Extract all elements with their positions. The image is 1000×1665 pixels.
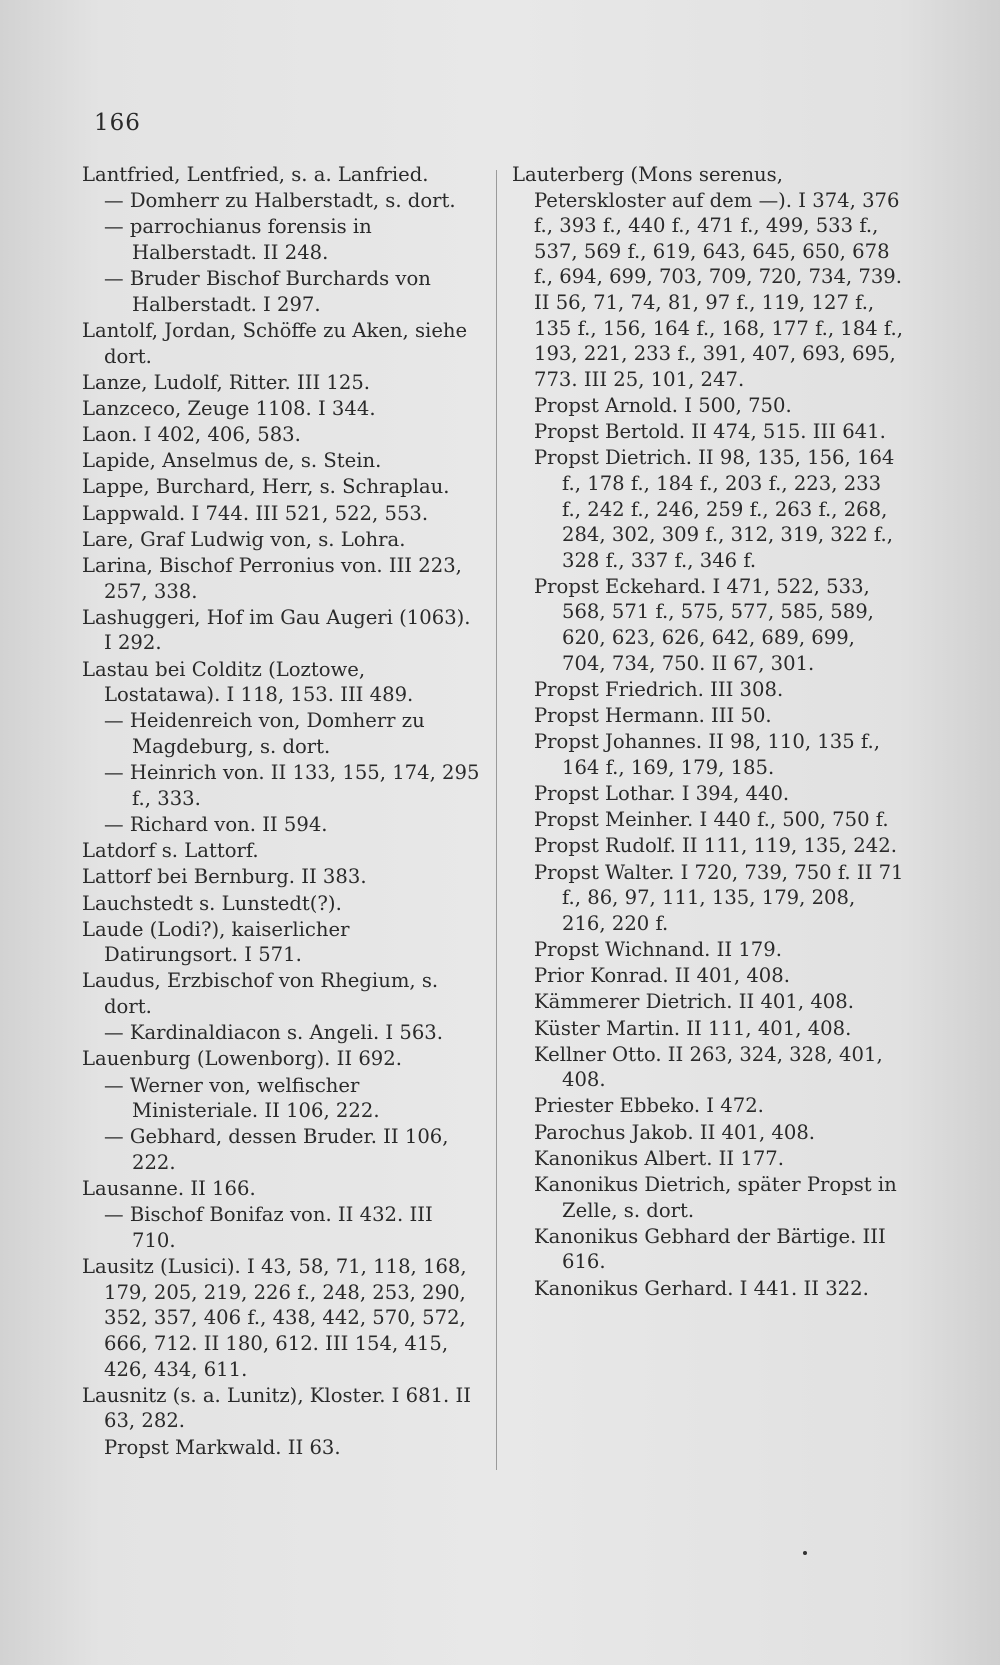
index-entry: Lappe, Burchard, Herr, s. Schraplau. (82, 475, 450, 499)
index-subentry: Priester Ebbeko. I 472. (534, 1094, 764, 1118)
index-subentry: Kanonikus Gebhard der Bärtige. III 616. (534, 1224, 886, 1274)
index-subentry: Propst Dietrich. II 98, 135, 156, 164 f., 178 f., 184 f., 203 f., 223, 233 f., 242 f., 246, 259 f., 263 f., 268, 284, 302, 309 f., 312, 319, 322 f., 328 f., 337 f., 346 f. (534, 446, 895, 572)
index-subentry: Propst Wichnand. II 179. (534, 937, 782, 961)
index-subentry: — parrochianus forensis in Halberstadt. II 248. (104, 215, 372, 264)
index-subentry: Propst Eckehard. I 471, 522, 533, 568, 571 f., 575, 577, 585, 589, 620, 623, 626, 642, 689, 699, 704, 734, 750. II 67, 301. (534, 574, 874, 675)
index-entry: Lausitz (Lusici). I 43, 58, 71, 118, 168, 179, 205, 219, 226 f., 248, 253, 290, 352, 357, 406 f., 438, 442, 570, 572, 666, 712. II 180, 612. III 154, 415, 426, 434, 611. (82, 1255, 467, 1381)
index-entry: Lanze, Ludolf, Ritter. III 125. (82, 370, 371, 394)
ink-speck (803, 1551, 807, 1555)
index-entry: Laon. I 402, 406, 583. (82, 423, 301, 447)
index-entry: Lantfried, Lentfried, s. a. Lanfried. (82, 163, 429, 186)
index-entry: Lantolf, Jordan, Schöffe zu Aken, siehe dort. (82, 318, 468, 368)
index-entry: Laudus, Erzbischof von Rhegium, s. dort. (82, 969, 439, 1019)
index-subentry: Kanonikus Gerhard. I 441. II 322. (534, 1276, 869, 1300)
index-subentry: — Gebhard, dessen Bruder. II 106, 222. (104, 1125, 449, 1174)
index-subentry: Propst Bertold. II 474, 515. III 641. (534, 420, 886, 444)
index-subentry: Kanonikus Dietrich, später Propst in Zelle, s. dort. (534, 1173, 897, 1222)
index-subentry: Propst Lothar. I 394, 440. (534, 782, 790, 805)
index-entry: Lauenburg (Lowenborg). II 692. (82, 1047, 402, 1071)
index-subentry: — Kardinaldiacon s. Angeli. I 563. (104, 1021, 443, 1045)
index-subentry: Kämmerer Dietrich. II 401, 408. (534, 990, 854, 1014)
index-subentry: Propst Hermann. III 50. (534, 704, 772, 728)
index-subentry: — Domherr zu Halberstadt, s. dort. (104, 189, 456, 213)
index-subentry: Prior Konrad. II 401, 408. (534, 964, 790, 988)
index-subentry: — Heinrich von. II 133, 155, 174, 295 f., 333. (104, 761, 480, 810)
index-subentry: Kellner Otto. II 263, 324, 328, 401, 408. (534, 1042, 883, 1092)
index-subentry: Propst Johannes. II 98, 110, 135 f., 164 f., 169, 179, 185. (534, 730, 880, 779)
index-subentry: Propst Meinher. I 440 f., 500, 750 f. (534, 808, 889, 832)
index-subentry: Küster Martin. II 111, 401, 408. (534, 1016, 852, 1040)
index-entry: Latdorf s. Lattorf. (82, 839, 259, 863)
index-subentry: — Bischof Bonifaz von. II 432. III 710. (104, 1203, 433, 1252)
index-subentry: — Heidenreich von, Domherr zu Magdeburg, s. dort. (104, 709, 425, 758)
index-entry: Lausanne. II 166. (82, 1177, 256, 1201)
index-entry: Lanzceco, Zeuge 1108. I 344. (82, 396, 376, 420)
index-subentry: Propst Friedrich. III 308. (534, 677, 784, 701)
index-entry: Lausnitz (s. a. Lunitz), Kloster. I 681. II 63, 282. (82, 1383, 471, 1433)
index-subentry: — Bruder Bischof Burchards von Halberstadt. I 297. (104, 267, 431, 316)
index-entry: Lappwald. I 744. III 521, 522, 553. (82, 501, 429, 525)
index-entry: Lashuggeri, Hof im Gau Augeri (1063). I 292. (82, 605, 471, 655)
index-entry: Lapide, Anselmus de, s. Stein. (82, 449, 382, 473)
index-entry: Larina, Bischof Perronius von. III 223, 257, 338. (82, 554, 462, 603)
index-entry: Lauterberg (Mons serenus, Peterskloster auf dem —). I 374, 376 f., 393 f., 440 f., 471 f., 499, 533 f., 537, 569 f., 619, 643, 645, 650, 678 f., 694, 699, 703, 709, 720, 734, 739. II 56, 71, 74, 81, 97 f., 119, 127 f., 135 f., 156, 164 f., 168, 177 f., 184 f., 193, 221, 233 f., 391, 407, 693, 695, 773. III 25, 101, 247. (512, 163, 903, 391)
index-entry: Laude (Lodi?), kaiserlicher Datirungsort. I 571. (82, 917, 350, 967)
index-entry: Lastau bei Colditz (Loztowe, Lostatawa). I 118, 153. III 489. (82, 657, 414, 707)
index-column-left (82, 162, 482, 1461)
index-subentry: Propst Walter. I 720, 739, 750 f. II 71 f., 86, 97, 111, 135, 179, 208, 216, 220 f. (534, 860, 904, 935)
index-subentry: Propst Rudolf. II 111, 119, 135, 242. (534, 834, 897, 858)
index-entry: Lauchstedt s. Lunstedt(?). (82, 891, 342, 915)
index-subentry: — Richard von. II 594. (104, 812, 328, 836)
index-subentry: — Werner von, welfischer Ministeriale. II 106, 222. (104, 1073, 380, 1123)
page-number: 166 (94, 110, 141, 136)
index-subentry: Parochus Jakob. II 401, 408. (534, 1120, 816, 1144)
index-subentry: Propst Markwald. II 63. (104, 1435, 341, 1459)
index-column-right (512, 162, 904, 1302)
index-entry: Lare, Graf Ludwig von, s. Lohra. (82, 527, 406, 551)
index-subentry: Kanonikus Albert. II 177. (534, 1146, 784, 1170)
index-entry: Lattorf bei Bernburg. II 383. (82, 865, 367, 889)
index-subentry: Propst Arnold. I 500, 750. (534, 393, 792, 417)
column-divider (496, 170, 497, 1470)
